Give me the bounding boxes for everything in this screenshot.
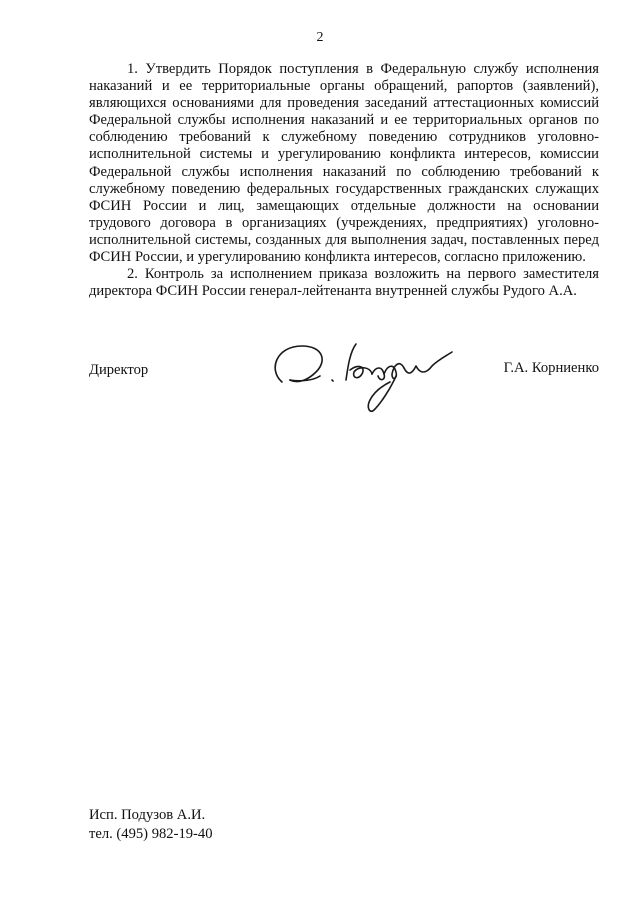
page-number: 2 — [316, 30, 324, 45]
paragraph-1: 1. Утвердить Порядок поступления в Федеральную службу исполнения наказаний и ее территориальные органы обращений, рапортов (заявлений), являющихся основаниями для проведения заседаний аттестационных комиссий Федеральной службы исполнения наказаний и ее территориальных органов по соблюдению требований к служебному поведению сотрудников уголовно-исполнительной системы и урегулированию конфликта интересов, комиссии Федеральной службы исполнения наказаний по соблюдению требований к служебному поведению федеральных государственных гражданских служащих ФСИН России и лиц, замещающих отдельные должности на основании трудового договора в организациях (учреждениях, предприятиях) уголовно-исполнительной системы, созданных для выполнения задач, поставленных перед ФСИН России, и урегулированию конфликта интересов, согласно приложению. — [89, 61, 599, 266]
executor-footer — [89, 806, 213, 844]
signatory-name: Г.А. Корниенко — [503, 360, 599, 376]
executor-phone: тел. (495) 982-19-40 — [89, 826, 213, 842]
paragraph-2: 2. Контроль за исполнением приказа возложить на первого заместителя директора ФСИН России генерал-лейтенанта внутренней службы Рудого А.А. — [89, 266, 599, 300]
executor-name: Исп. Подузов А.И. — [89, 807, 206, 823]
document-body — [89, 61, 599, 300]
signatory-role: Директор — [89, 362, 149, 378]
handwritten-signature — [262, 330, 462, 415]
